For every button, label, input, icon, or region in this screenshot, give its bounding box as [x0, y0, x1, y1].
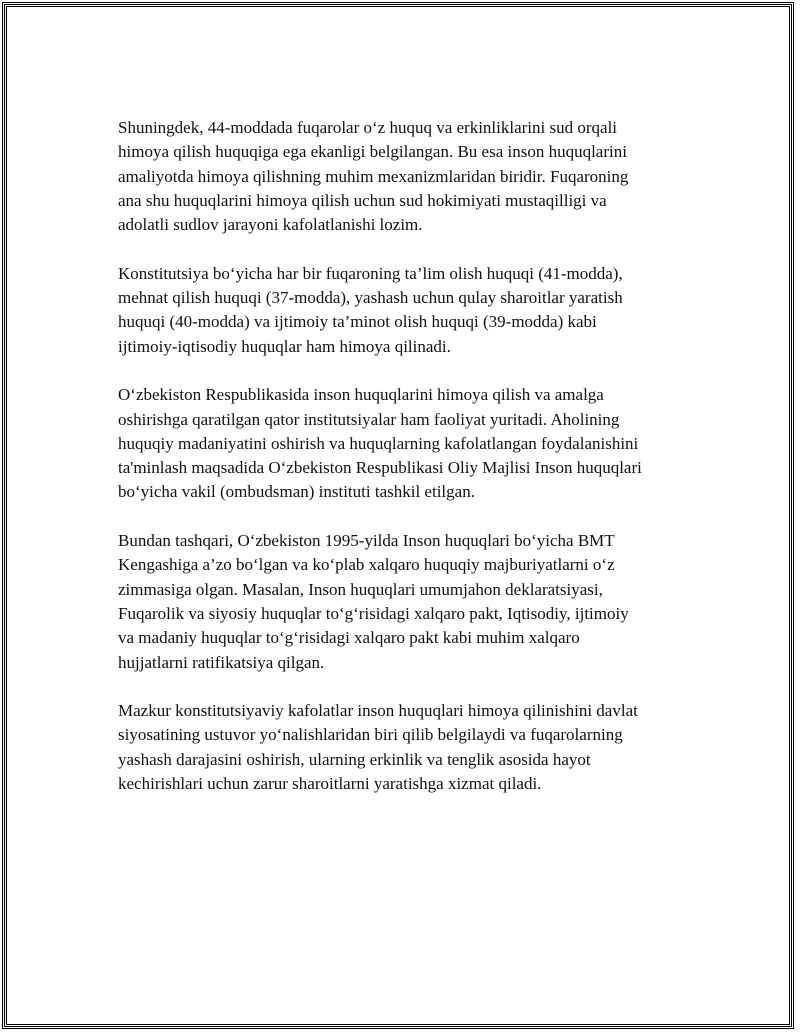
text-line: huquqi (40-modda) va ijtimoiy ta’minot olish huquqi (39-modda) kabi: [118, 312, 597, 332]
text-line: bo‘yicha vakil (ombudsman) instituti tashkil etilgan.: [118, 482, 475, 502]
text-line: Fuqarolik va siyosiy huquqlar to‘g‘risidagi xalqaro pakt, Iqtisodiy, ijtimoiy: [118, 603, 629, 623]
text-line: Konstitutsiya bo‘yicha har bir fuqaroning ta’lim olish huquqi (41-modda),: [118, 263, 623, 283]
text-line: huquqiy madaniyatini oshirish va huquqlarning kafolatlangan foydalanishini: [118, 433, 639, 453]
text-line: kechirishlari uchun zarur sharoitlarni yaratishga xizmat qiladi.: [118, 774, 542, 794]
text-line: Kengashiga a’zo bo‘lgan va ko‘plab xalqaro huquqiy majburiyatlarni o‘z: [118, 555, 615, 575]
paragraph-institutions: [118, 383, 708, 504]
text-line: yashash darajasini oshirish, ularning erkinlik va tenglik asosida hayot: [118, 749, 591, 769]
paragraph-conclusion: [118, 699, 708, 796]
text-line: O‘zbekiston Respublikasida inson huquqlarini himoya qilish va amalga: [118, 385, 604, 405]
text-line: Mazkur konstitutsiyaviy kafolatlar inson huquqlari himoya qilinishini davlat: [118, 701, 638, 721]
text-line: Shuningdek, 44-moddada fuqarolar o‘z huquq va erkinliklarini sud orqali: [118, 118, 618, 137]
text-line: ta'minlash maqsadida O‘zbekiston Respublikasi Oliy Majlisi Inson huquqlari: [118, 458, 642, 478]
paragraph-socioeconomic-rights: [118, 262, 708, 359]
text-line: Bundan tashqari, O‘zbekiston 1995-yilda Inson huquqlari bo‘yicha BMT: [118, 531, 615, 551]
text-line: mehnat qilish huquqi (37-modda), yashash uchun qulay sharoitlar yaratish: [118, 288, 623, 308]
text-line: siyosatining ustuvor yo‘nalishlaridan biri qilib belgilaydi va fuqarolarning: [118, 725, 623, 745]
paragraph-international: [118, 529, 708, 675]
text-line: zimmasiga olgan. Masalan, Inson huquqlari umumjahon deklaratsiyasi,: [118, 579, 603, 599]
text-line: ijtimoiy-iqtisodiy huquqlar ham himoya qilinadi.: [118, 336, 451, 356]
text-line: va madaniy huquqlar to‘g‘risidagi xalqaro pakt kabi muhim xalqaro: [118, 628, 580, 648]
text-line: hujjatlarni ratifikatsiya qilgan.: [118, 652, 325, 672]
text-line: adolatli sudlov jarayoni kafolatlanishi lozim.: [118, 215, 423, 235]
text-line: oshirishga qaratilgan qator institutsiyalar ham faoliyat yuritadi. Aholining: [118, 409, 620, 429]
text-line: amaliyotda himoya qilishning muhim mexanizmlaridan biridir. Fuqaroning: [118, 166, 629, 186]
text-line: himoya qilish huquqiga ega ekanligi belgilangan. Bu esa inson huquqlarini: [118, 142, 627, 162]
text-line: ana shu huquqlarini himoya qilish uchun sud hokimiyati mustaqilligi va: [118, 190, 607, 210]
document-body: [118, 116, 708, 821]
paragraph-courts: [118, 116, 708, 237]
